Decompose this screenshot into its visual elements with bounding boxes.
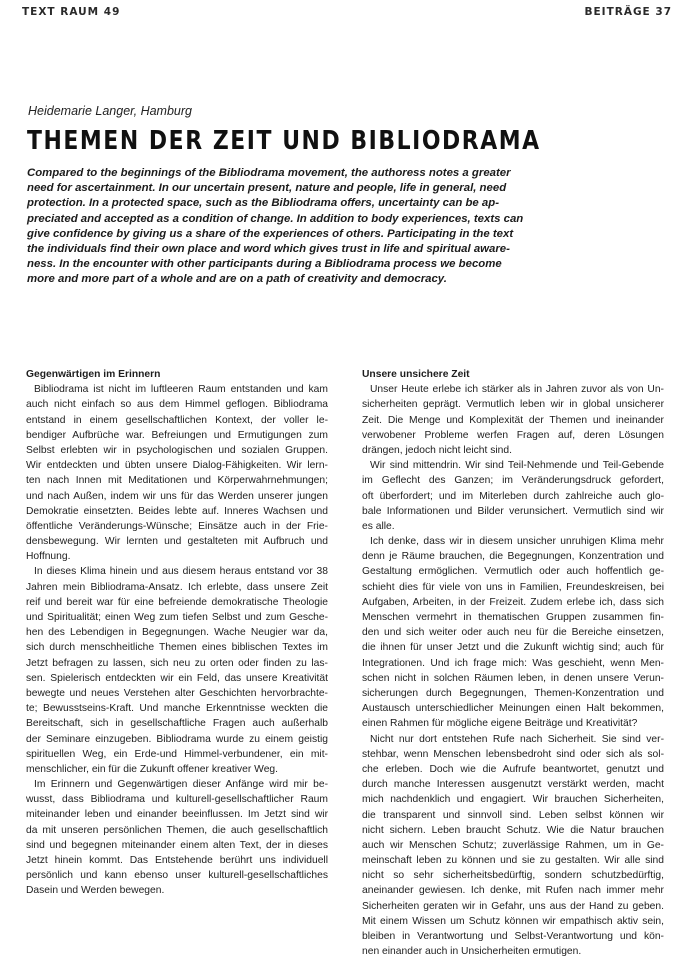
text-line: der Seminare einzugeben. Bibliodrama wurde zu einem geistig <box>26 733 328 745</box>
abstract-line: give confidence by giving us a share of the experiences of others. Participating in the text <box>27 227 514 240</box>
section-heading-gegenwaertigen: Gegenwärtigen im Erinnern <box>26 369 161 380</box>
text-line: auch nicht einfach so aus dem Himmel geflogen. Bibliodrama <box>26 399 328 411</box>
text-line: Nicht nur dort entstehen Rufe nach Sicherheit. Sie sind ver- <box>370 733 664 745</box>
text-line: die ihnen für unser Jetzt und die Zukunft wichtig sind; auch für <box>362 642 664 654</box>
text-line: Sicherheiten geraten wir in Gefahr, uns aus der Hand zu geben. <box>362 900 664 912</box>
text-line: te; Bewusstseins-Kraft. Und manche Erkenntnisse weckten die <box>26 703 328 715</box>
text-line: durch manche Interessen ausgenutzt verstärkt werden, macht <box>362 779 664 791</box>
abstract-line: more and more part of a whole and are on a path of creativity and democracy. <box>27 273 447 286</box>
text-line: persönlich und kann ebenso unser kulturell-gesellschaftliches <box>26 870 328 882</box>
abstract-line: the individuals find their own place and word which gives trust in life and spiritual aware- <box>27 243 510 256</box>
text-line: nen einander auch in Unsicherheiten ermutigen. <box>362 946 582 958</box>
text-line: denn je Räume brauchen, die Begegnungen, Konzentration und <box>362 551 664 563</box>
text-line: reif und bereit war für eine befreiende demokratische Theologie <box>26 596 328 608</box>
text-line: es alle. <box>362 520 395 532</box>
text-line: da mit unseren persönlichen Themen, die auch gesellschaftlich <box>26 824 328 836</box>
text-line: öffentliche Veränderungs-Wünsche; Einsätze auch in der Frie- <box>26 520 328 532</box>
text-line: Bibliodrama ist nicht im luftleeren Raum entstanden und kam <box>34 384 328 396</box>
text-line: stehbar, wenn Menschen lebensbedroht sind oder sich als sol- <box>362 748 664 760</box>
text-line: einen Rahmen für mögliche eigene Beiträge und Kreativität? <box>362 718 638 730</box>
text-line: Menschen vermehrt in thematischen Gruppen zusammen fin- <box>362 612 664 624</box>
text-line: Jetzt befragen zu lassen, sich neu zu orten oder finden zu las- <box>26 657 328 669</box>
text-line: auch wir Menschen Schutz; zuverlässige Rahmen, um in Ge- <box>362 839 664 851</box>
text-line: nicht so sehr sicherheitsbedürftig, sondern schutzbedürftig, <box>362 870 664 882</box>
text-line: Mit einem Wissen um Schutz können wir empathisch aktiv sein, <box>362 915 664 927</box>
text-line: Selbst erlebten wir in psychologischen und sozialen Gruppen. <box>26 444 328 456</box>
text-line: sind und begegnen miteinander einem alten Text, der in dieses <box>26 839 328 851</box>
abstract-line: Compared to the beginnings of the Bibliodrama movement, the authoress notes a greater <box>27 167 511 179</box>
text-line: entstand in einem gesellschaftlichen Kontext, der voller le- <box>26 414 328 426</box>
section-heading-unsichere-zeit: Unsere unsichere Zeit <box>362 369 470 380</box>
text-line: Austausch unterschiedlicher Meinungen einen Halt bekommen, <box>362 703 664 715</box>
text-line: im Geflecht des Ganzen; im Veränderungsdruck gefordert, <box>362 475 664 487</box>
text-line: spirituellen Weg, ein Erde-und Himmel-verbundener, ein mit- <box>26 748 328 760</box>
left-column-body <box>26 382 328 898</box>
abstract-line: preciated and accepted as a condition of change. In addition to body experiences, texts can <box>27 212 524 225</box>
text-line: oft überfordert; und im Miterleben durch zahlreiche auch glo- <box>362 490 664 502</box>
text-line: Jetzt hinein kommt. Das Entstehende berührt uns individuell <box>26 855 328 867</box>
text-line: verwobener Probleme werfen Fragen auf, deren Lösungen <box>362 429 664 441</box>
text-line: aneinander gewiesen. Ich denke, mit Rufen nach immer mehr <box>362 885 664 897</box>
abstract-line: need for ascertainment. In our uncertain present, nature and people, life in general, need <box>27 182 507 195</box>
text-line: Ich denke, dass wir in diesem unsicher unruhigen Klima mehr <box>370 536 664 548</box>
text-line: sen. Spielerisch entdeckten wir ein Feld, das unsere Kreativität <box>26 672 328 684</box>
text-line: und Spiritualität; einen Weg zum tiefen Selbst und zum Gesche- <box>26 612 328 624</box>
text-line: Gestaltung ermöglichen. Vermutlich oder auch hoffentlich ge- <box>362 566 664 578</box>
section-page-label: BEITRÄGE 37 <box>584 6 672 18</box>
text-line: bewegte und neues Verstehen alter Geschichten hervorbrachte- <box>26 687 328 699</box>
author-byline: Heidemarie Langer, Hamburg <box>28 104 192 118</box>
text-line: wusst, dass Bibliodrama und kulturell-gesellschaftlicher Raum <box>26 794 328 806</box>
text-line: drängen, jedoch nicht leicht sind. <box>362 444 512 456</box>
text-line: nicht sichern. Leben braucht Schutz. Wie die Natur brauchen <box>362 824 664 836</box>
text-line: und nach Außen, indem wir uns für das Werden unserer jungen <box>26 490 328 502</box>
abstract-line: protection. In a protected space, such as the Bibliodrama offers, uncertainty can be ap- <box>27 197 499 210</box>
text-line: sicherheiten geprägt. Vermutlich leben wir in global unsicherer <box>362 399 664 411</box>
right-column <box>362 367 664 959</box>
text-line: In dieses Klima hinein und aus diesem heraus entstand vor 38 <box>34 566 328 578</box>
abstract-line: ness. In the encounter with other participants during a Bibliodrama process we become <box>27 258 502 271</box>
text-line: sich durch menschheitliche Themen eines biblischen Textes im <box>26 642 328 654</box>
text-line: Hoffnung. <box>26 551 71 563</box>
text-line: densbewegung. Wir lernten und gestalteten mit Aufbruch und <box>26 536 328 548</box>
text-line: miteinander leben und einander beeinflussen. Im Jetzt sind wir <box>26 809 328 821</box>
text-line: die transparent und sinnvoll sind. Leben selbst können wir <box>362 809 664 821</box>
english-abstract <box>27 166 657 288</box>
text-line: ten nach Innen mit Meditationen und Körperwahrnehmungen; <box>26 475 328 487</box>
text-line: Aufgaben, Arbeiten, in der Freizeit. Zudem erlebe ich, dass sich <box>362 596 664 608</box>
text-line: den und sich weiter oder auch neu für die Bereiche einsetzen, <box>362 627 664 639</box>
text-line: bale Informationen und Bilder verunsichert. Vermutlich sind wir <box>362 505 664 517</box>
text-line: meinschaft leben zu können und sie zu gestalten. Wir alle sind <box>362 855 664 867</box>
text-line: Jahren mein Bibliodrama-Ansatz. Ich erlebte, dass unsere Zeit <box>26 581 328 593</box>
text-line: Wir sind mittendrin. Wir sind Teil-Nehmende und Teil-Gebende <box>370 460 664 472</box>
journal-issue-label: TEXT RAUM 49 <box>22 6 121 18</box>
right-column-body <box>362 382 664 959</box>
text-line: bleiben in Verantwortung und Selbst-Verantwortung und kön- <box>362 931 664 942</box>
text-line: Bereitschaft, sich in gesellschaftliche Fragen auch außerhalb <box>26 718 328 730</box>
text-line: bendiger Aufbrüche war. Befreiungen und Ermutigungen zum <box>26 429 328 441</box>
text-line: schieht dies für viele von uns in Familien, Freundeskreisen, bei <box>362 581 664 593</box>
text-line: schen nicht in solchen Räumen leben, in denen unsere Verun- <box>362 672 664 684</box>
text-line: sicherungen durch Begegnungen, Themen-Konzentration und <box>362 687 664 699</box>
text-line: Demokratie einsetzten. Beides lebte auf. Inneres Wachsen und <box>26 505 328 517</box>
text-line: Unser Heute erlebe ich stärker als in Jahren zuvor als von Un- <box>370 384 664 396</box>
running-head <box>22 6 672 22</box>
text-line: Im Erinnern und Gegenwärtigen dieser Anfänge wird mir be- <box>34 779 328 791</box>
text-line: mich nachdenklich und engagiert. Wir brauchen Sicherheiten, <box>362 794 664 806</box>
text-line: che erleben. Doch wie die Aufrufe beantwortet, genutzt und <box>362 763 664 775</box>
text-line: menschlicher, ein für die Zukunft offener kreativer Weg. <box>26 763 279 775</box>
left-column <box>26 367 328 899</box>
text-line: Zeit. Die Menge und Komplexität der Themen und ineinander <box>362 414 664 426</box>
article-title: THEMEN DER ZEIT UND BIBLIODRAMA <box>27 126 541 156</box>
text-line: Integrationen. Und ich frage mich: Was geschieht, wenn Men- <box>362 657 664 669</box>
text-line: Dasein und Werden bewegen. <box>26 885 165 897</box>
text-line: hen des Lebendigen in Begegnungen. Wache Neugier war da, <box>26 627 328 639</box>
text-line: Wir entdeckten und übten unsere Dialog-Fähigkeiten. Wir lern- <box>26 460 328 472</box>
